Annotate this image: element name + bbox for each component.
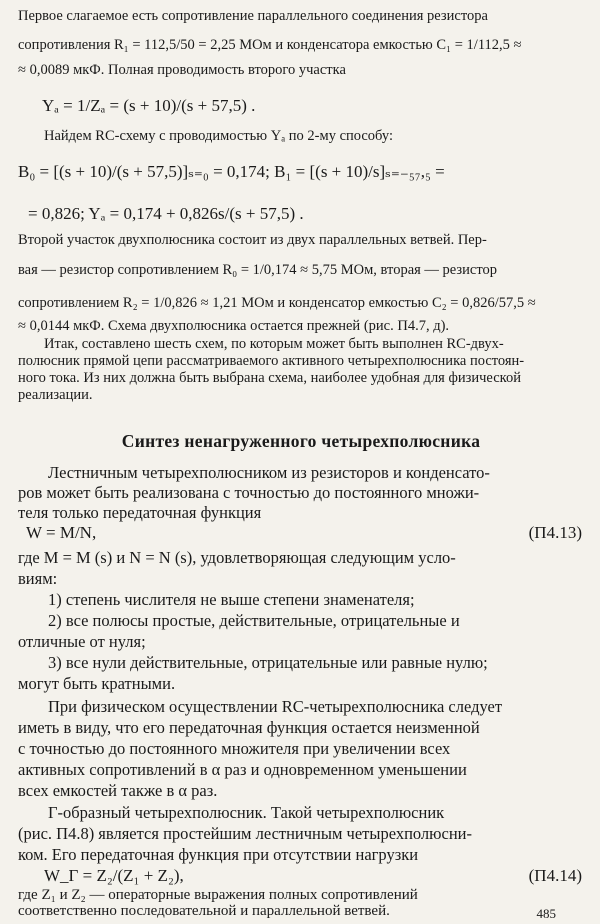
text-line: Найдем RC-схему с проводимостью Yₐ по 2-му способу: (44, 128, 393, 144)
text-line: с точностью до постоянного множителя при увеличении всех (18, 739, 451, 758)
text-line: Итак, составлено шесть схем, по которым может быть выполнен RC-двух- (44, 336, 504, 352)
equation-b: B₀ = [(s + 10)/(s + 57,5)]ₛ₌₀ = 0,174; B₁ = [(s + 10)/s]ₛ₌₋₅₇,₅ = (18, 162, 445, 181)
text-line: сопротивления R₁ = 112,5/50 = 2,25 МОм и конденсатора емкостью C₁ = 1/112,5 ≈ (18, 37, 522, 53)
text-line: активных сопротивлений в α раз и одновременном уменьшении (18, 760, 467, 779)
text-line: полюсник прямой цепи рассматриваемого активного четырехполюсника постоян- (18, 353, 525, 369)
text-line: При физическом осуществлении RC-четырехполюсника следует (48, 697, 503, 716)
text-line: иметь в виду, что его передаточная функция остается неизменной (18, 718, 480, 737)
equation-w: W = M/N, (26, 523, 97, 542)
text-line: виям: (18, 569, 58, 588)
text-line: (рис. П4.8) является простейшим лестничным четырехполюсни- (18, 824, 472, 843)
equation-wg: W_Г = Z₂/(Z₁ + Z₂), (44, 866, 184, 885)
equation-b2: = 0,826; Yₐ = 0,174 + 0,826s/(s + 57,5) . (28, 204, 304, 223)
text-line: сопротивлением R₂ = 1/0,826 ≈ 1,21 МОм и конденсатор емкостью C₂ = 0,826/57,5 ≈ (18, 295, 536, 311)
text-line: теля только передаточная функция (18, 503, 262, 522)
text-line: ≈ 0,0144 мкФ. Схема двухполюсника остается прежней (рис. П4.7, д). (18, 318, 450, 334)
text-line: Второй участок двухполюсника состоит из двух параллельных ветвей. Пер- (18, 232, 487, 248)
text-line: могут быть кратными. (18, 674, 176, 693)
text-line: вая — резистор сопротивлением R₀ = 1/0,174 ≈ 5,75 МОм, вторая — резистор (18, 262, 497, 278)
text-line: реализации. (18, 387, 93, 403)
text-line: ≈ 0,0089 мкФ. Полная проводимость второго участка (18, 62, 346, 78)
text-line: Г-образный четырехполюсник. Такой четырехполюсник (48, 803, 445, 822)
text-line: ров может быть реализована с точностью до постоянного множи- (18, 483, 480, 502)
text-line: Лестничным четырехполюсником из резисторов и конденсато- (48, 463, 490, 482)
text-line: где Z₁ и Z₂ — операторные выражения полных сопротивлений (18, 887, 418, 903)
text-line: Первое слагаемое есть сопротивление параллельного соединения резистора (18, 8, 488, 24)
text-line: ком. Его передаточная функция при отсутствии нагрузки (18, 845, 419, 864)
text-line: 2) все полюсы простые, действительные, отрицательные и (48, 611, 460, 630)
text-line: соответственно последовательной и параллельной ветвей. (18, 903, 390, 919)
text-line: отличные от нуля; (18, 632, 146, 651)
text-line: 3) все нули действительные, отрицательные или равные нулю; (48, 653, 488, 672)
page-number: 485 (536, 906, 556, 921)
section-title: Синтез ненагруженного четырехполюсника (121, 431, 481, 451)
text-line: всех емкостей также в α раз. (18, 781, 218, 800)
text-line: где M = M (s) и N = N (s), удовлетворяющая следующим усло- (18, 548, 456, 567)
equation-y: Yₐ = 1/Zₐ = (s + 10)/(s + 57,5) . (42, 96, 256, 115)
text-line: ного тока. Из них должна быть выбрана схема, наиболее удобная для физической (18, 370, 521, 386)
equation-number: (П4.14) (528, 866, 582, 885)
equation-number: (П4.13) (528, 523, 582, 542)
text-line: 1) степень числителя не выше степени знаменателя; (48, 590, 415, 609)
